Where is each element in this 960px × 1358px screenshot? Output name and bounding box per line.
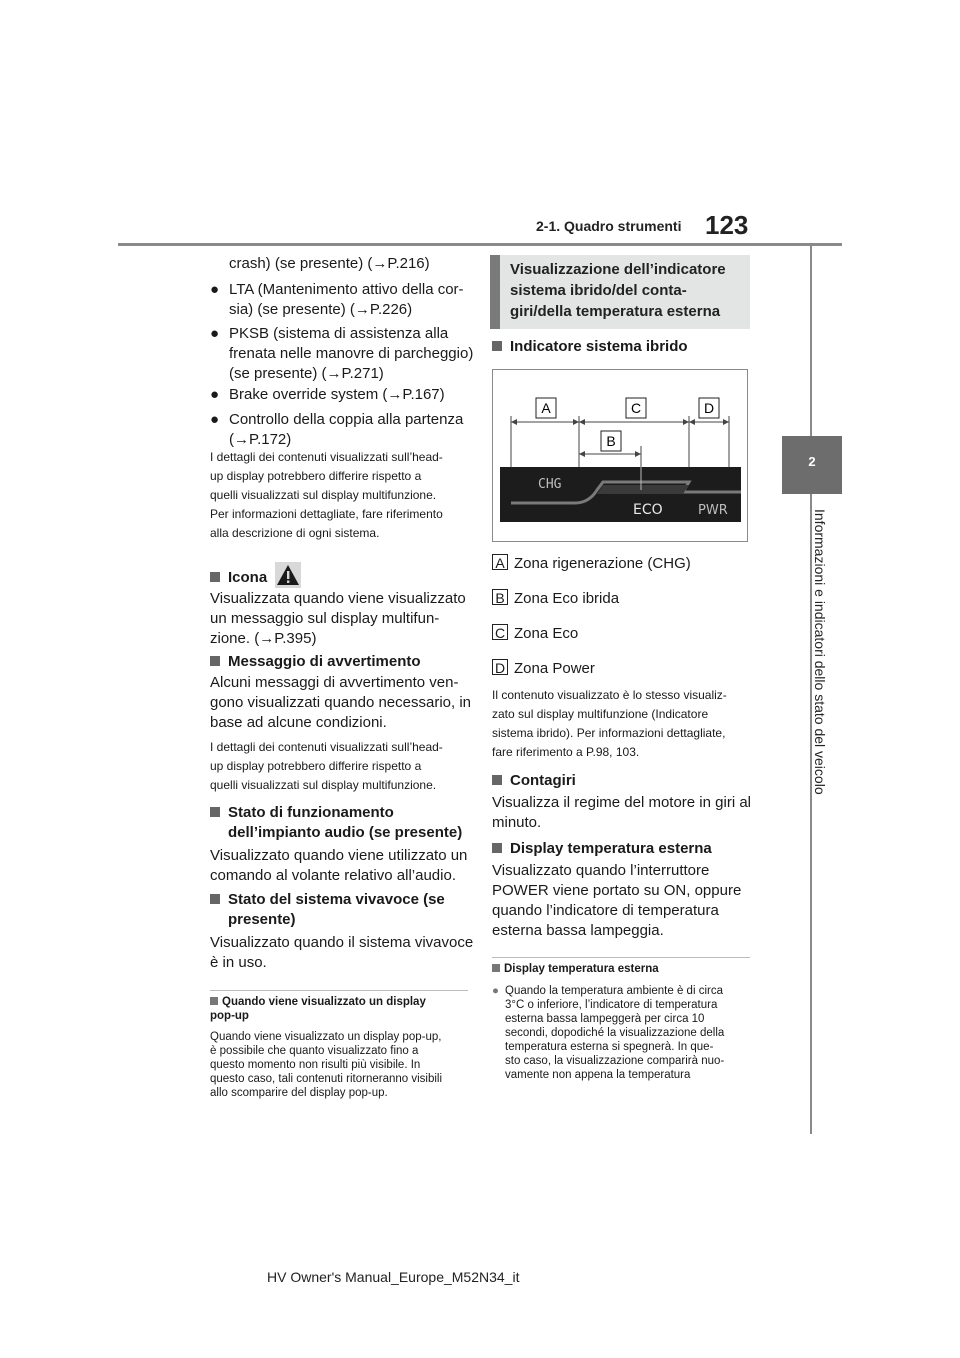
list-item: Controllo della coppia alla partenza [229, 411, 464, 428]
note-line: quelli visualizzati sul display multifunzione. [210, 488, 437, 502]
square-bullet-icon [210, 572, 220, 582]
square-bullet-icon [492, 964, 500, 972]
header-rule [118, 243, 842, 246]
callout-title: Visualizzazione dell’indicatore sistema ibrido/del conta- giri/della temperatura esterna [510, 261, 726, 320]
square-bullet-icon [210, 656, 220, 666]
temp-note-bullet: ● [492, 985, 499, 997]
divider [492, 957, 750, 958]
note-block: I dettagli dei contenuti visualizzati sull’head- up display potrebbero differire rispetto a quelli visualizzati sul display multifunzione. [210, 740, 443, 792]
icona-text: Visualizzata quando viene visualizzato un messaggio sul display multifun- zione. (→P.395) [210, 590, 466, 647]
square-bullet-icon [492, 843, 502, 853]
list-item: Brake override system (→P.167) [229, 386, 445, 403]
key-d-box [699, 398, 719, 418]
svg-text:A: A [541, 400, 551, 416]
square-bullet-icon [492, 341, 502, 351]
temp-note-text: Quando la temperatura ambiente è di circa 3°C o inferiore, l’indicatore di temperatura esterna bassa lampeggerà per circa 10 secondi, dopodiché la visualizzazione della temperatura esterna si spegnerà. In que- sto caso, la visualizzazione comparirà nuo- vamente non appena la temperatura [505, 985, 725, 1081]
svg-text:D: D [703, 400, 715, 416]
key-a-box [536, 398, 556, 418]
page-number: 123 [705, 210, 749, 240]
chapter-number: 2 [808, 454, 816, 469]
list-item: sia) (se presente) (→P.226) [229, 301, 413, 318]
note-line: I dettagli dei contenuti visualizzati sull’head- [210, 450, 443, 464]
temp-text: Visualizzato quando l’interruttore POWER viene portato su ON, oppure quando l’indicatore di temperatura esterna bassa lampeggia. [492, 862, 742, 939]
square-bullet-icon [210, 894, 220, 904]
svg-text:C: C [630, 400, 642, 416]
temp-note-heading: Display temperatura esterna [492, 962, 659, 976]
popup-heading: Quando viene visualizzato un display pop-up [210, 996, 426, 1022]
legend-item: C Zona Eco [492, 624, 578, 644]
svg-text:B: B [606, 433, 616, 449]
note-block [210, 448, 470, 543]
list-item: (se presente) (→P.271) [229, 365, 384, 382]
popup-text: Quando viene visualizzato un display pop-up, è possibile che quanto visualizzato fino a questo momento non risulti più visibile. In questo caso, tali contenuti ritorneranno visibili allo scomparire del display pop-up. [210, 1031, 443, 1099]
list-item: (→P.172) [229, 431, 292, 448]
section-title: 2-1. Quadro strumenti [536, 218, 682, 234]
vivavoce-text: Visualizzato quando il sistema vivavoce è in uso. [210, 934, 474, 971]
messaggio-text: Alcuni messaggi di avvertimento ven- gono visualizzati quando necessario, in base ad alcune condizioni. [210, 674, 471, 731]
legend-item: A Zona rigenerazione (CHG) [492, 554, 691, 574]
bullet-dot: ● [210, 386, 220, 403]
bullet-dot: ● [210, 325, 220, 342]
vivavoce-heading: Stato del sistema vivavoce (se presente) [210, 890, 445, 930]
side-rule [810, 246, 812, 436]
square-bullet-icon [492, 775, 502, 785]
key-b-box [601, 431, 621, 451]
list-item: LTA (Mantenimento attivo della cor- [229, 281, 464, 298]
divider [210, 990, 468, 991]
chapter-label: Informazioni e indicatori dello stato del veicolo [812, 505, 828, 799]
note-block: Il contenuto visualizzato è lo stesso visualiz- zato sul display multifunzione (Indicatore sistema ibrido). Per informazioni dettagliate, fare riferimento a P.98, 103. [492, 688, 727, 759]
section-callout [490, 255, 750, 329]
eco-label: ECO [633, 502, 663, 518]
note-line: alla descrizione di ogni sistema. [210, 526, 380, 540]
temp-heading: Display temperatura esterna [492, 839, 712, 859]
list-item: frenata nelle manovre di parcheggio) [229, 345, 474, 362]
list-item: PKSB (sistema di assistenza alla [229, 325, 449, 342]
pwr-label: PWR [698, 503, 728, 518]
hybrid-indicator-diagram [492, 369, 748, 542]
legend-item: D Zona Power [492, 659, 595, 679]
legend-item: B Zona Eco ibrida [492, 589, 619, 609]
key-c-box [626, 398, 646, 418]
icona-heading: Icona [210, 562, 301, 594]
contagiri-heading: Contagiri [492, 771, 576, 791]
footer-text: HV Owner's Manual_Europe_M52N34_it [267, 1269, 520, 1285]
messaggio-heading: Messaggio di avvertimento [210, 652, 421, 672]
bullet-dot: ● [210, 411, 220, 428]
note-line: Per informazioni dettagliate, fare riferimento [210, 507, 443, 521]
square-bullet-icon [210, 807, 220, 817]
list-item: crash) (se presente) (→P.216) [229, 255, 430, 272]
audio-text: Visualizzato quando viene utilizzato un comando al volante relativo all’audio. [210, 847, 468, 884]
note-line: up display potrebbero differire rispetto a [210, 469, 422, 483]
hybrid-heading: Indicatore sistema ibrido [492, 337, 688, 357]
contagiri-text: Visualizza il regime del motore in giri al minuto. [492, 794, 751, 831]
chg-label: CHG [538, 477, 562, 492]
audio-heading: Stato di funzionamento dell’impianto audio (se presente) [210, 803, 462, 843]
bullet-dot: ● [210, 281, 220, 298]
square-bullet-icon [210, 997, 218, 1005]
